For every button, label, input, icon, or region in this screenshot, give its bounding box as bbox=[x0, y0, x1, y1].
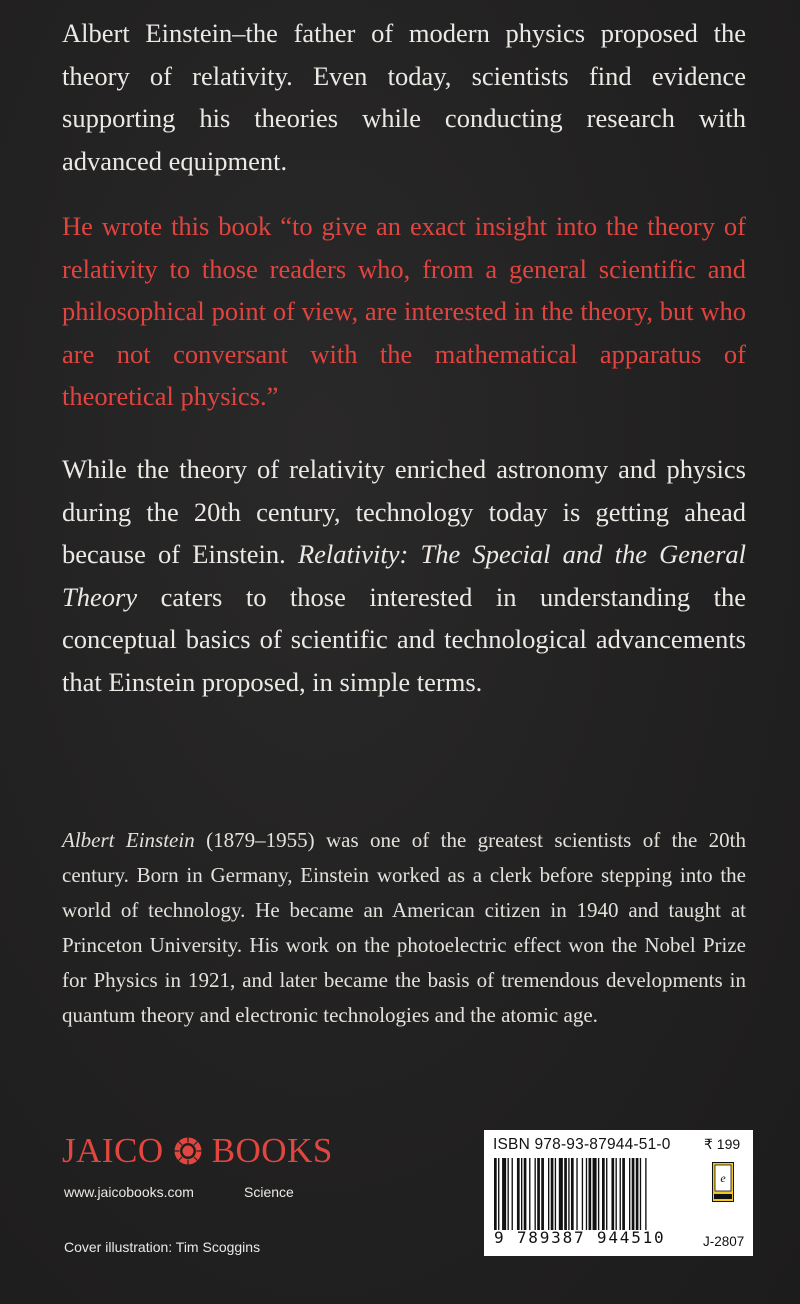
book-title: Relativity: The Special and the General Theory bbox=[62, 539, 746, 612]
logo-text-left: JAICO bbox=[62, 1131, 164, 1170]
svg-text:e: e bbox=[720, 1171, 726, 1185]
publisher-logo bbox=[62, 1130, 333, 1172]
product-code: J-2807 bbox=[703, 1234, 745, 1249]
publisher-website: www.jaicobooks.com bbox=[64, 1184, 194, 1200]
sun-emblem-icon bbox=[173, 1136, 203, 1166]
author-bio-text: (1879–1955) was one of the greatest scientists of the 20th century. Born in Germany, Einstein worked as a clerk before stepping into the world of technology. He became an American citizen in 1940 and taught at Princeton University. His work on the photoelectric effect won the Nobel Prize for Physics in 1921, and later became the basis of tremendous developments in quantum theory and electronic technologies and the atomic age. bbox=[62, 828, 747, 1027]
summary-text-start: While the theory of relativity enriched astronomy and physics during the 20th century, technology today is getting ahead because of Einstein. bbox=[62, 454, 746, 569]
author-bio bbox=[62, 823, 746, 1033]
summary-text-end: caters to those interested in understanding the conceptual basics of scientific and technological advancements that Einstein proposed, in simple terms. bbox=[62, 581, 746, 697]
category-label: Science bbox=[244, 1184, 294, 1200]
author-name: Albert Einstein bbox=[62, 828, 195, 852]
intro-paragraph: Albert Einstein–the father of modern physics proposed the theory of relativity. Even today, scientists find evidence supporting his theories while conducting research with advanced equipment. bbox=[62, 18, 746, 176]
quote-paragraph: He wrote this book “to give an exact insight into the theory of relativity to those readers who, from a general scientific and philosophical point of view, are interested in the theory, but who are not conversant with the mathematical apparatus of theoretical physics.” bbox=[62, 211, 746, 411]
logo-text-right: BOOKS bbox=[211, 1131, 333, 1170]
barcode-icon bbox=[494, 1158, 699, 1230]
ebook-available-icon bbox=[712, 1162, 734, 1202]
barcode-digits: 9 789387 944510 bbox=[494, 1228, 666, 1247]
price-label: ₹ 199 bbox=[704, 1136, 741, 1152]
cover-credit: Cover illustration: Tim Scoggins bbox=[64, 1239, 261, 1255]
isbn-label: ISBN 978-93-87944-51-0 bbox=[493, 1136, 671, 1153]
summary-paragraph bbox=[62, 448, 746, 703]
barcode-panel bbox=[484, 1130, 753, 1256]
